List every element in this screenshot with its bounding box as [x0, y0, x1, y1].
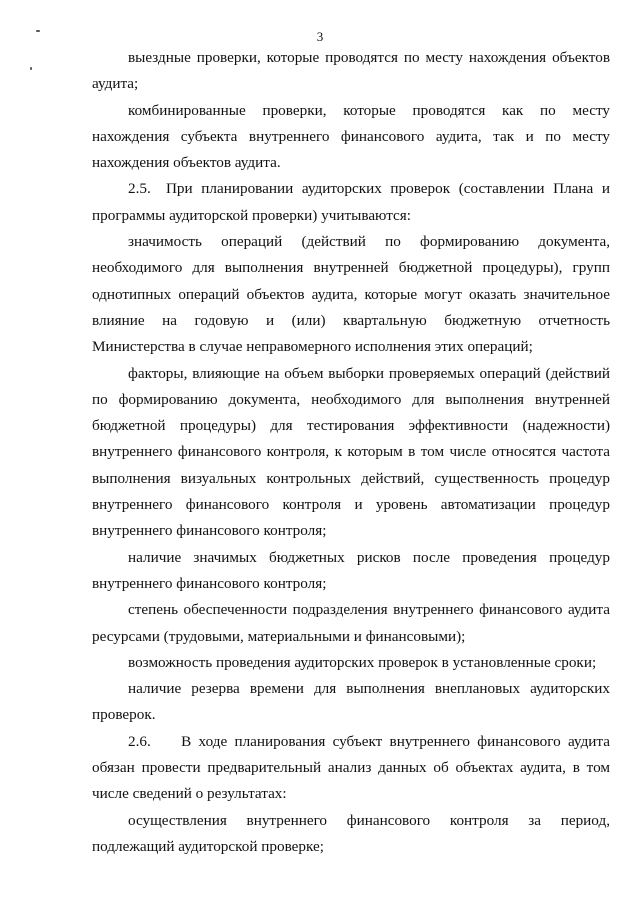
paragraph-onsite-audits: выездные проверки, которые проводятся по месту нахождения объектов аудита; — [92, 49, 610, 93]
paragraph-section-2-5: 2.5. При планировании аудиторских проверок (составлении Плана и программы аудиторской проверки) учитываются: — [92, 180, 610, 224]
paragraph-section-2-6: 2.6. В ходе планирования субъект внутреннего финансового аудита обязан провести предварительный анализ данных об объектах аудита, в том числе сведений о результатах: — [92, 732, 610, 803]
paragraph-time-reserve: наличие резерва времени для выполнения внеплановых аудиторских проверок. — [92, 680, 610, 724]
document-body — [92, 45, 610, 860]
paragraph-significance: значимость операций (действий по формированию документа, необходимого для выполнения внутренней бюджетной процедуры), групп однотипных операций объектов аудита, которые могут оказать значительное влияние на годовую и (или) квартальную бюджетную отчетность Министерства в случае неправомерного исполнения этих операций; — [92, 233, 610, 356]
page-number: 3 — [316, 29, 324, 44]
paragraph-deadlines: возможность проведения аудиторских проверок в установленные сроки; — [128, 653, 597, 671]
paragraph-resources: степень обеспеченности подразделения внутреннего финансового аудита ресурсами (трудовыми, материальными и финансовыми); — [92, 601, 610, 645]
scan-artifact — [30, 67, 32, 70]
paragraph-internal-control: осуществления внутреннего финансового контроля за период, подлежащий аудиторской проверке; — [92, 811, 610, 855]
paragraph-combined-audits: комбинированные проверки, которые проводятся как по месту нахождения субъекта внутреннего финансового аудита, так и по месту нахождения объектов аудита. — [92, 101, 610, 172]
paragraph-budget-risks: наличие значимых бюджетных рисков после проведения процедур внутреннего финансового контроля; — [92, 548, 610, 592]
paragraph-sample-factors: факторы, влияющие на объем выборки проверяемых операций (действий по формированию документа, необходимого для выполнения внутренней бюджетной процедуры) для тестирования эффективности (надежности) внутреннего финансового контроля, к которым в том числе относятся частота выполнения визуальных контрольных действий, существенность процедур внутреннего финансового контроля и уровень автоматизации процедур внутреннего финансового контроля; — [92, 364, 610, 540]
